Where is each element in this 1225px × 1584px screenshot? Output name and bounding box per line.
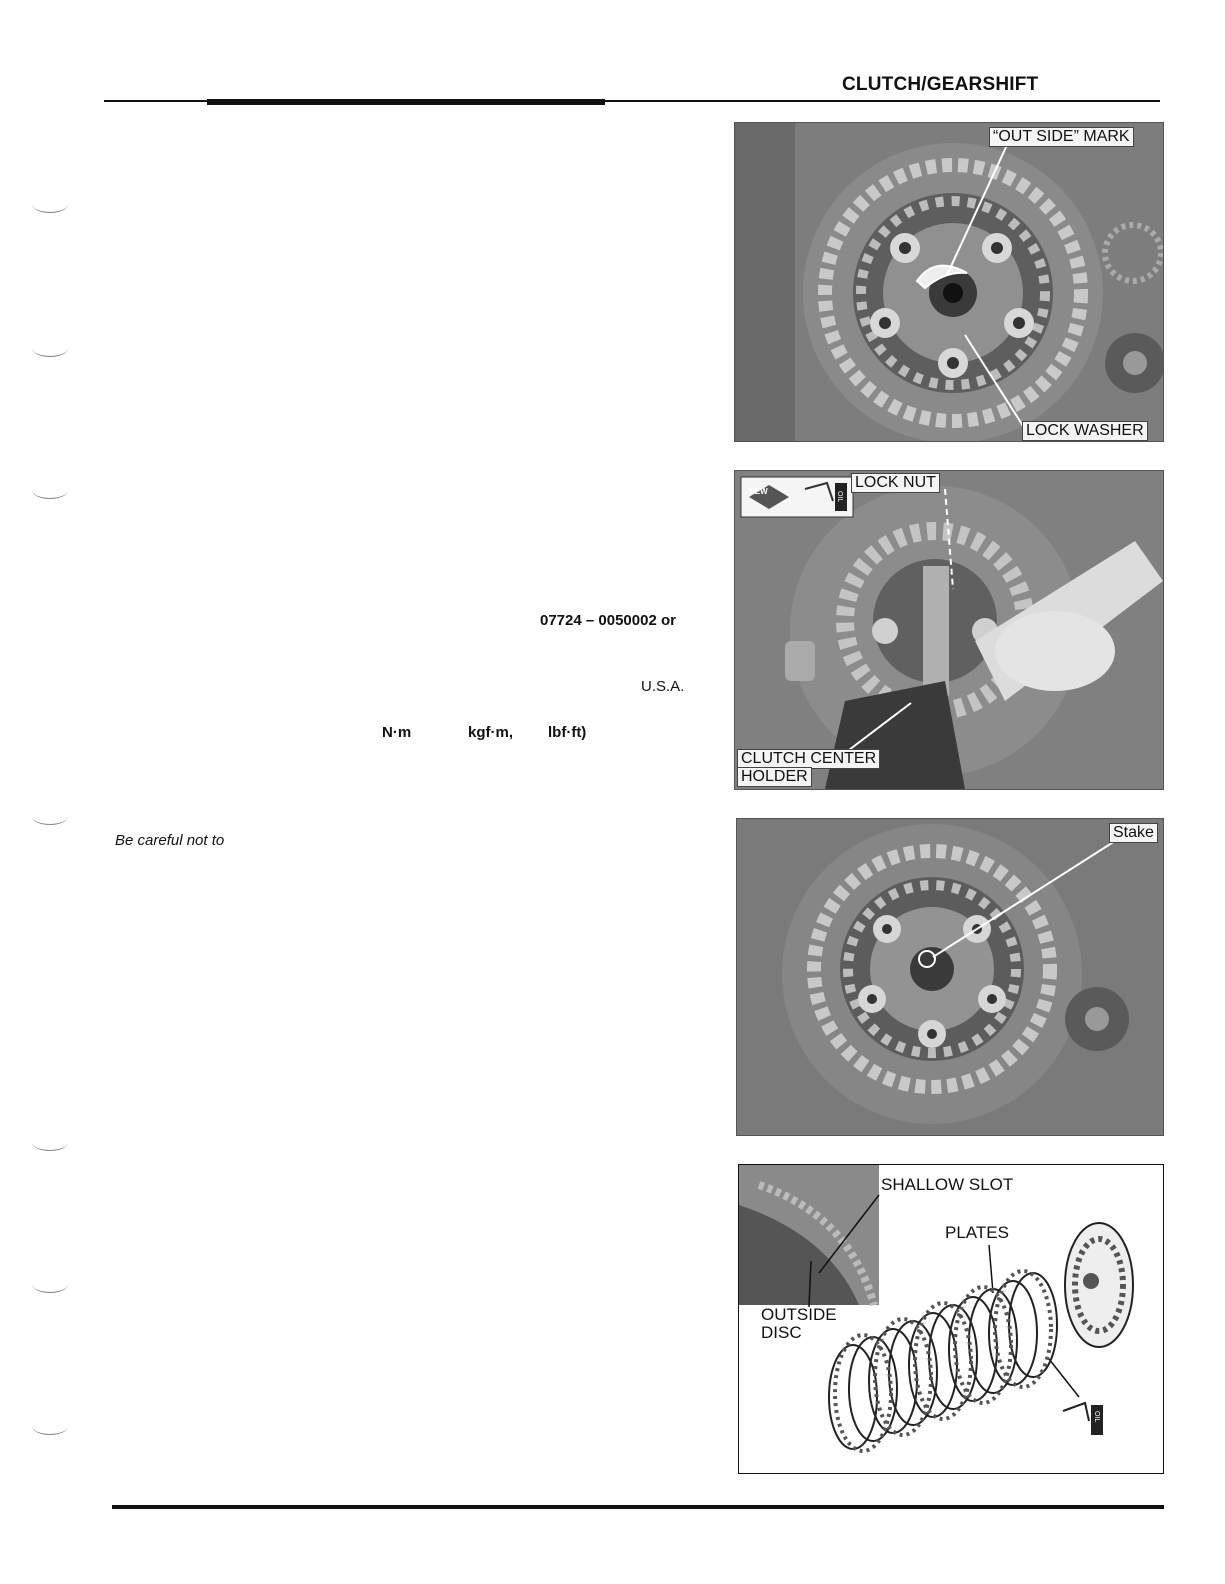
label-disc: DISC <box>761 1323 802 1342</box>
torque-unit-kgfm: kgf·m, <box>468 724 513 741</box>
clutch-photo-lock-nut <box>734 470 1164 790</box>
torque-unit-nm: N·m <box>382 724 412 741</box>
callout-outside-mark: “OUT SIDE” MARK <box>989 127 1134 147</box>
clutch-photo-outside-mark <box>734 122 1164 442</box>
new-icon-label: NEW <box>749 487 768 496</box>
oil-icon-label: OIL <box>836 491 843 503</box>
footer-rule <box>112 1505 1164 1509</box>
binder-mark <box>32 808 68 825</box>
callout-lock-nut: LOCK NUT <box>851 473 940 493</box>
binder-mark <box>32 1134 68 1151</box>
callout-stake: Stake <box>1109 823 1158 843</box>
callout-holder: HOLDER <box>737 767 812 787</box>
label-plates: PLATES <box>945 1223 1009 1242</box>
section-title: CLUTCH/GEARSHIFT <box>842 74 1039 95</box>
callout-clutch-center-holder: CLUTCH CENTER <box>737 749 880 769</box>
binder-mark <box>32 196 68 213</box>
label-outside-disc: OUTSIDE <box>761 1305 837 1324</box>
plates-diagram <box>738 1164 1164 1474</box>
binder-mark <box>32 1276 68 1293</box>
label-shallow-slot: SHALLOW SLOT <box>881 1175 1014 1194</box>
callout-lock-washer: LOCK WASHER <box>1022 421 1148 441</box>
clutch-photo-stake <box>736 818 1164 1136</box>
oil-icon-label: OIL <box>1093 1411 1100 1423</box>
binder-mark <box>32 1418 68 1435</box>
binder-mark <box>32 482 68 499</box>
header-rule-accent <box>207 99 605 105</box>
torque-unit-lbfft: lbf·ft) <box>548 724 587 741</box>
binder-mark <box>32 340 68 357</box>
tool-number-text: 07724 – 0050002 or <box>540 612 676 629</box>
usa-text: U.S.A. <box>641 678 685 695</box>
caution-text: Be careful not to <box>115 832 225 849</box>
